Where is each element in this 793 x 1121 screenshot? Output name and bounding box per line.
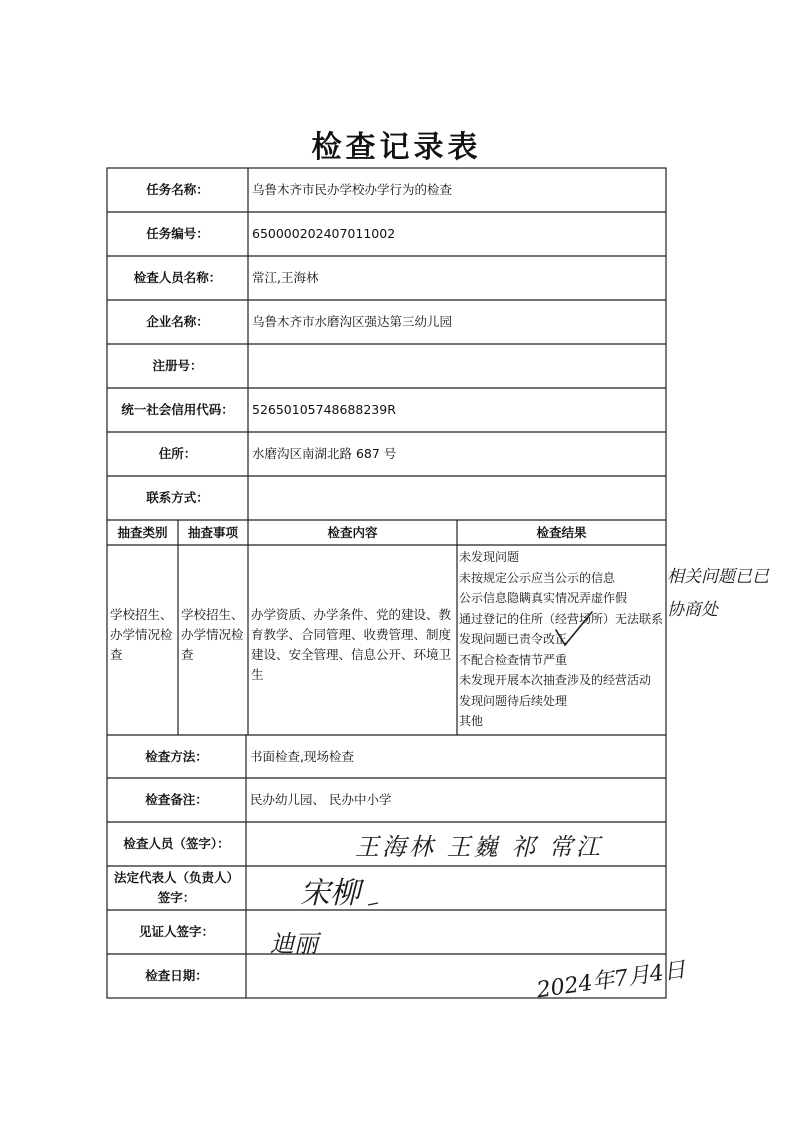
header-item: 抽查事项 xyxy=(187,524,238,540)
document-title: 检查记录表 xyxy=(311,130,482,165)
remark-label: 检查备注： xyxy=(145,792,208,807)
task-name-label: 任务名称： xyxy=(146,182,209,197)
method-value: 书面检查,现场检查 xyxy=(250,748,354,764)
result-option: 其他 xyxy=(459,714,484,728)
result-option: 发现问题待后续处理 xyxy=(459,693,568,708)
check-date-label: 检查日期： xyxy=(145,968,208,983)
company-value: 乌鲁木齐市水磨沟区强达第三幼儿园 xyxy=(252,314,453,329)
address-label: 住所： xyxy=(158,446,197,461)
remark-value: 民办幼儿园、 民办中小学 xyxy=(250,792,392,807)
result-option: 未发现问题 xyxy=(459,550,520,564)
inspectors-value: 常江,王海林 xyxy=(252,270,319,285)
reg-no-label: 注册号： xyxy=(152,358,203,373)
category-cell: 学校招生、办学情况检查 xyxy=(110,607,173,662)
contact-label: 联系方式： xyxy=(146,490,209,505)
result-option: 未按规定公示应当公示的信息 xyxy=(459,570,616,585)
address-value: 水磨沟区南湖北路 687 号 xyxy=(252,446,397,461)
margin-handwritten-note: 相关问题已已协商处 xyxy=(667,567,769,620)
task-no-label: 任务编号： xyxy=(146,226,209,241)
task-no-value: 650000202407011002 xyxy=(252,226,396,241)
header-category: 抽查类别 xyxy=(117,524,168,540)
company-label: 企业名称： xyxy=(146,314,209,329)
content-cell: 办学资质、办学条件、党的建设、教育教学、合同管理、收费管理、制度建设、安全管理、信息公开、环境卫生 xyxy=(251,607,452,682)
result-option: 未发现开展本次抽查涉及的经营活动 xyxy=(459,673,652,687)
header-content: 检查内容 xyxy=(327,524,378,540)
item-cell: 学校招生、办学情况检查 xyxy=(181,607,244,662)
witness-sign-label: 见证人签字： xyxy=(138,924,214,939)
inspector-signatures: 王海林 王巍 祁 常江 xyxy=(355,833,603,861)
result-option: 发现问题已责令改正 xyxy=(459,632,568,646)
result-option: 不配合检查情节严重 xyxy=(459,652,568,667)
credit-code-label: 统一社会信用代码： xyxy=(121,402,234,417)
inspectors-label: 检查人员名称： xyxy=(133,270,222,285)
method-label: 检查方法： xyxy=(145,748,208,764)
result-option: 公示信息隐瞒真实情况弄虚作假 xyxy=(459,591,628,605)
check-date-handwritten: 2024年7月4日 xyxy=(535,957,688,1004)
legal-rep-sign-label: 法定代表人（负责人）签字： xyxy=(113,870,239,905)
credit-code-value: 52650105748688239R xyxy=(252,402,396,417)
inspector-sign-label: 检查人员（签字）： xyxy=(123,836,230,851)
header-result: 检查结果 xyxy=(536,524,587,540)
witness-signature: 迪丽 xyxy=(270,930,318,958)
legal-rep-signature: 宋柳 xyxy=(300,876,360,911)
result-option: 通过登记的住所（经营场所）无法联系 xyxy=(459,611,664,626)
task-name-value: 乌鲁木齐市民办学校办学行为的检查 xyxy=(252,182,453,197)
